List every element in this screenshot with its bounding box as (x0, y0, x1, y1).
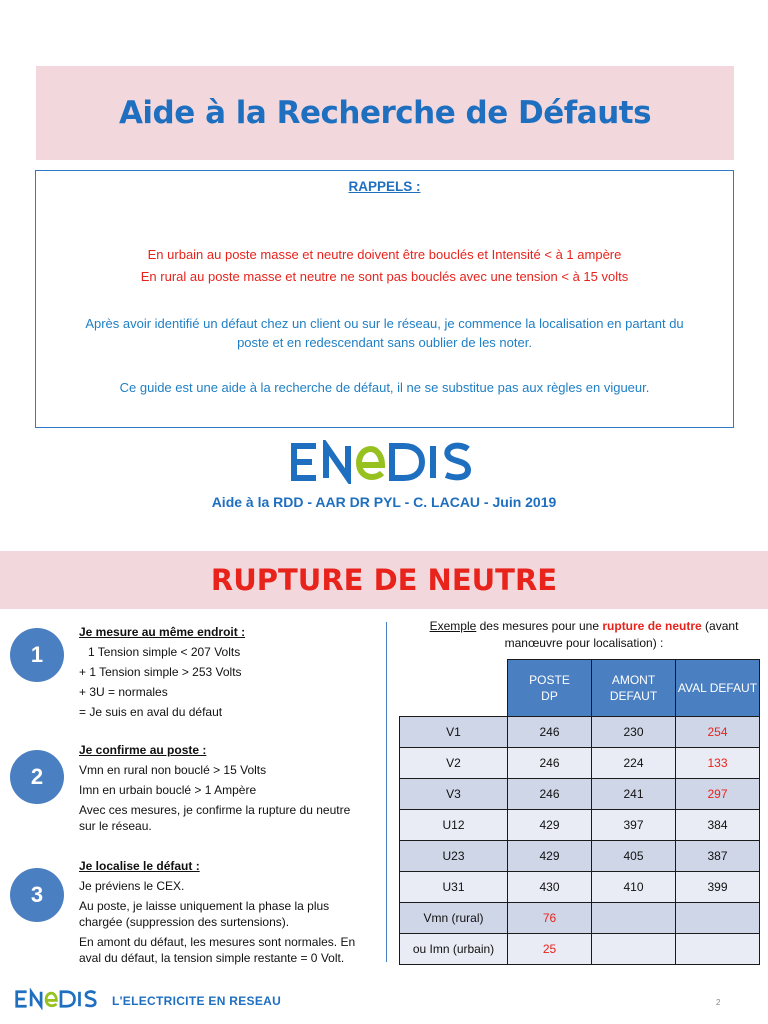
step-3-line: Je préviens le CEX. (79, 879, 185, 893)
table-cell: 241 (592, 779, 676, 810)
table-row (400, 841, 760, 872)
rappel-rural: En rural au poste masse et neutre ne sont pas bouclés avec une tension < à 15 volts (140, 269, 629, 284)
step-2-badge: 2 (10, 750, 64, 804)
step-1-line: 1 Tension simple < 207 Volts (88, 645, 241, 659)
rappel-localisation-line1: Après avoir identifié un défaut chez un client ou sur le réseau, je commence la localisation en partant du (85, 316, 684, 331)
column-header-aval: AVAL DEFAUT (676, 660, 760, 717)
step-3-heading: Je localise le défaut : (79, 859, 200, 873)
column-header-poste: POSTE DP (508, 660, 592, 717)
page-title: Aide à la Recherche de Défauts (118, 95, 652, 131)
row-label: U23 (400, 841, 508, 872)
table-row (400, 717, 760, 748)
table-cell (676, 903, 760, 934)
example-line2: manœuvre pour localisation) : (504, 636, 664, 650)
step-1-line: = Je suis en aval du défaut (79, 705, 223, 719)
step-3-line: Au poste, je laisse uniquement la phase la plus (79, 899, 330, 913)
table-cell: 230 (592, 717, 676, 748)
step-1-text (79, 622, 379, 722)
table-cell (676, 934, 760, 965)
footer-enedis-logo (14, 988, 98, 1010)
step-3-badge: 3 (10, 868, 64, 922)
table-cell: 410 (592, 872, 676, 903)
table-row (400, 934, 760, 965)
example-text-end: (avant (701, 619, 739, 633)
row-label: V1 (400, 717, 508, 748)
step-3-line: En amont du défaut, les mesures sont normales. En (79, 935, 356, 949)
example-label: Exemple (429, 619, 477, 633)
table-header-row (400, 660, 760, 717)
step-2-line: Avec ces mesures, je confirme la rupture du neutre (79, 803, 351, 817)
step-2-line: Vmn en rural non bouclé > 15 Volts (79, 763, 267, 777)
column-divider (386, 622, 387, 962)
step-1-line: + 1 Tension simple > 253 Volts (79, 665, 242, 679)
row-label: U12 (400, 810, 508, 841)
rappel-urbain: En urbain au poste masse et neutre doivent être bouclés et Intensité < à 1 ampère (147, 247, 622, 262)
measurements-table (399, 659, 760, 965)
table-cell: 405 (592, 841, 676, 872)
table-cell: 246 (508, 779, 592, 810)
table-cell: 397 (592, 810, 676, 841)
step-2-line: sur le réseau. (79, 819, 152, 833)
step-2-heading: Je confirme au poste : (79, 743, 207, 757)
table-row (400, 779, 760, 810)
column-header-amont: AMONT DEFAUT (592, 660, 676, 717)
rappels-box (35, 170, 734, 428)
table-cell: 429 (508, 841, 592, 872)
row-label: Vmn (rural) (400, 903, 508, 934)
table-cell: 246 (508, 748, 592, 779)
step-3-text (79, 856, 379, 966)
table-cell: 297 (676, 779, 760, 810)
table-cell: 384 (676, 810, 760, 841)
rappel-guide: Ce guide est une aide à la recherche de défaut, il ne se substitue pas aux règles en vigueur. (119, 380, 650, 395)
section-title: RUPTURE DE NEUTRE (210, 563, 558, 597)
table-row (400, 872, 760, 903)
step-1-badge: 1 (10, 628, 64, 682)
table-cell: 429 (508, 810, 592, 841)
example-caption (398, 618, 768, 652)
step-1-line: + 3U = normales (79, 685, 168, 699)
row-label: V3 (400, 779, 508, 810)
example-highlight: rupture de neutre (602, 619, 702, 633)
table-cell (592, 934, 676, 965)
rappel-localisation-line2: poste et en redescendant sans oublier de les noter. (237, 335, 532, 350)
table-row (400, 903, 760, 934)
page-number: 2 (716, 998, 721, 1007)
section-banner (0, 551, 768, 609)
row-label: V2 (400, 748, 508, 779)
step-1-heading: Je mesure au même endroit : (79, 625, 246, 639)
step-3-line: aval du défaut, la tension simple restante = 0 Volt. (79, 951, 345, 965)
document-subtitle: Aide à la RDD - AAR DR PYL - C. LACAU - Juin 2019 (211, 494, 557, 510)
rappel-localisation (50, 314, 719, 352)
table-cell: 76 (508, 903, 592, 934)
step-2-line: Imn en urbain bouclé > 1 Ampère (79, 783, 257, 797)
table-cell: 246 (508, 717, 592, 748)
row-label: ou Imn (urbain) (400, 934, 508, 965)
table-row (400, 748, 760, 779)
row-label: U31 (400, 872, 508, 903)
footer-tagline: L'ELECTRICITE EN RESEAU (112, 994, 282, 1008)
example-text: des mesures pour une (476, 619, 603, 633)
table-corner (400, 660, 508, 717)
table-cell (592, 903, 676, 934)
table-cell: 254 (676, 717, 760, 748)
title-banner (36, 66, 734, 160)
table-cell: 399 (676, 872, 760, 903)
step-3-line: chargée (suppression des surtensions). (79, 915, 290, 929)
table-body (400, 717, 760, 965)
table-cell: 133 (676, 748, 760, 779)
table-cell: 387 (676, 841, 760, 872)
table-cell: 224 (592, 748, 676, 779)
table-row (400, 810, 760, 841)
rappels-title: RAPPELS : (348, 179, 421, 194)
table-cell: 25 (508, 934, 592, 965)
table-cell: 430 (508, 872, 592, 903)
step-2-text (79, 740, 379, 834)
enedis-logo (288, 440, 474, 484)
